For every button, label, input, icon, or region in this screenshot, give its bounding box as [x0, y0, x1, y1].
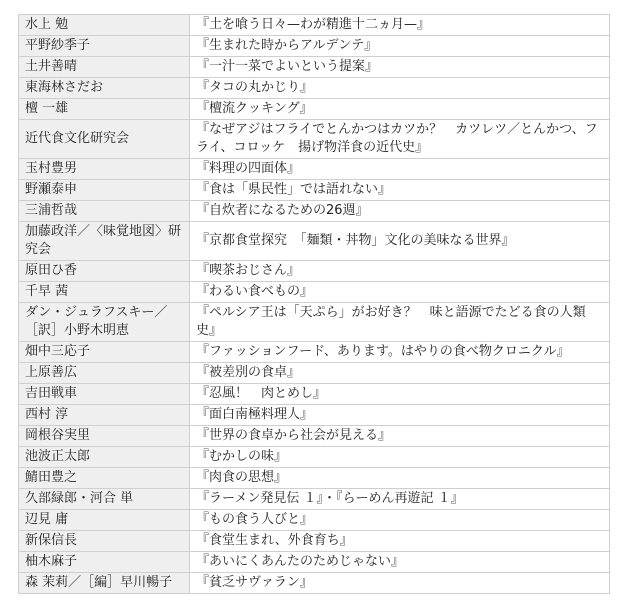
title-cell: 『わるい食べもの』 [190, 282, 610, 303]
author-cell: 畑中三応子 [19, 342, 190, 363]
title-cell: 『自炊者になるための26週』 [190, 201, 610, 222]
book-table-body [19, 15, 610, 594]
author-cell: 新保信長 [19, 531, 190, 552]
title-cell: 『もの食う人びと』 [190, 510, 610, 531]
table-row [19, 468, 610, 489]
author-cell: 玉村豊男 [19, 159, 190, 180]
table-row [19, 426, 610, 447]
table-row [19, 120, 610, 159]
author-cell: ダン・ジュラフスキー／［訳］小野木明恵 [19, 303, 190, 342]
table-row [19, 342, 610, 363]
title-cell: 『面白南極料理人』 [190, 405, 610, 426]
author-cell: 鯖田豊之 [19, 468, 190, 489]
title-cell: 『被差別の食卓』 [190, 363, 610, 384]
title-cell: 『食堂生まれ、外食育ち』 [190, 531, 610, 552]
title-cell: 『一汁一菜でよいという提案』 [190, 57, 610, 78]
author-cell: 久部緑郎・河合 単 [19, 489, 190, 510]
title-cell: 『土を喰う日々—わが精進十二ヵ月—』 [190, 15, 610, 36]
author-cell: 野瀬泰申 [19, 180, 190, 201]
author-cell: 原田ひ香 [19, 261, 190, 282]
title-cell: 『世界の食卓から社会が見える』 [190, 426, 610, 447]
table-row [19, 489, 610, 510]
table-row [19, 531, 610, 552]
author-cell: 千早 茜 [19, 282, 190, 303]
title-cell: 『貧乏サヴァラン』 [190, 573, 610, 594]
book-list [18, 14, 610, 594]
table-row [19, 552, 610, 573]
title-cell: 『ペルシア王は「天ぷら」がお好き？ 味と語源でたどる食の人類史』 [190, 303, 610, 342]
table-row [19, 363, 610, 384]
title-cell: 『なぜアジはフライでとんかつはカツか？ カツレツ／とんかつ、フライ、コロッケ 揚げ物洋食の近代史』 [190, 120, 610, 159]
title-cell: 『京都食堂探究 「麺類・丼物」文化の美味なる世界』 [190, 222, 610, 261]
title-cell: 『ファッションフード、あります。はやりの食べ物クロニクル』 [190, 342, 610, 363]
title-cell: 『ラーメン発見伝 １』・『らーめん再遊記 １』 [190, 489, 610, 510]
title-cell: 『料理の四面体』 [190, 159, 610, 180]
title-cell: 『喫茶おじさん』 [190, 261, 610, 282]
table-row [19, 36, 610, 57]
title-cell: 『あいにくあんたのためじゃない』 [190, 552, 610, 573]
table-row [19, 282, 610, 303]
title-cell: 『生まれた時からアルデンテ』 [190, 36, 610, 57]
table-row [19, 159, 610, 180]
title-cell: 『タコの丸かじり』 [190, 78, 610, 99]
author-cell: 東海林さだお [19, 78, 190, 99]
title-cell: 『忍風！ 肉とめし』 [190, 384, 610, 405]
table-row [19, 99, 610, 120]
table-row [19, 384, 610, 405]
title-cell: 『むかしの味』 [190, 447, 610, 468]
author-cell: 池波正太郎 [19, 447, 190, 468]
table-row [19, 15, 610, 36]
table-row [19, 57, 610, 78]
author-cell: 辺見 庸 [19, 510, 190, 531]
table-row [19, 180, 610, 201]
table-row [19, 201, 610, 222]
author-cell: 三浦哲哉 [19, 201, 190, 222]
table-row [19, 78, 610, 99]
table-row [19, 303, 610, 342]
author-cell: 近代食文化研究会 [19, 120, 190, 159]
book-table [18, 14, 610, 594]
author-cell: 土井善晴 [19, 57, 190, 78]
author-cell: 檀 一雄 [19, 99, 190, 120]
title-cell: 『檀流クッキング』 [190, 99, 610, 120]
table-row [19, 510, 610, 531]
author-cell: 上原善広 [19, 363, 190, 384]
table-row [19, 261, 610, 282]
table-row [19, 573, 610, 594]
author-cell: 吉田戦車 [19, 384, 190, 405]
author-cell: 加藤政洋／〈味覚地図〉研究会 [19, 222, 190, 261]
title-cell: 『肉食の思想』 [190, 468, 610, 489]
table-row [19, 222, 610, 261]
table-row [19, 405, 610, 426]
author-cell: 柚木麻子 [19, 552, 190, 573]
title-cell: 『食は「県民性」では語れない』 [190, 180, 610, 201]
author-cell: 平野紗季子 [19, 36, 190, 57]
author-cell: 森 茉莉／［編］早川暢子 [19, 573, 190, 594]
author-cell: 岡根谷実里 [19, 426, 190, 447]
author-cell: 水上 勉 [19, 15, 190, 36]
table-row [19, 447, 610, 468]
author-cell: 西村 淳 [19, 405, 190, 426]
